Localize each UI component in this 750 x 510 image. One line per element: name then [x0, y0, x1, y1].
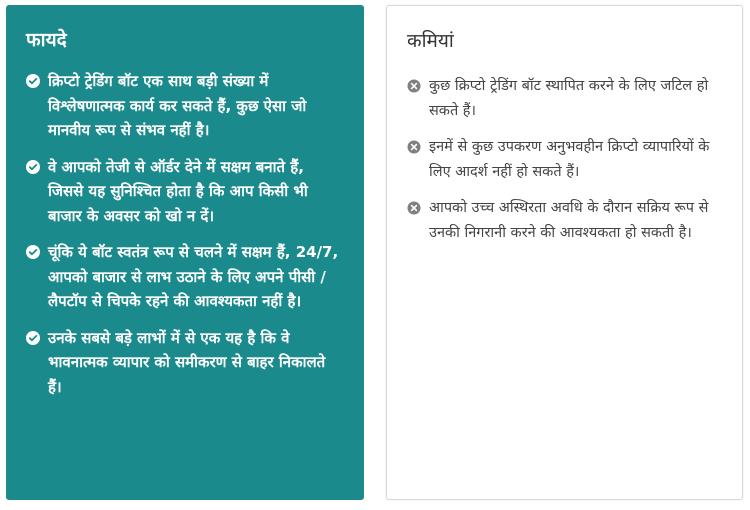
cons-item-text: कुछ क्रिप्टो ट्रेडिंग बॉट स्थापित करने के लिए जटिल हो सकते हैं।	[429, 78, 709, 119]
cons-title: कमियां	[407, 30, 454, 52]
pros-list-item	[26, 240, 344, 314]
pros-panel	[6, 5, 364, 500]
cons-list	[407, 74, 722, 245]
check-circle-icon	[26, 331, 40, 345]
pros-list	[26, 69, 344, 399]
pros-item-text: क्रिप्टो ट्रेडिंग बॉट एक साथ बड़ी संख्या में विश्लेषणात्मक कार्य कर सकते हैं, कुछ ऐसा जो मानवीय रूप से संभव नहीं है।	[48, 72, 307, 139]
cons-list-item	[407, 74, 722, 123]
pros-list-item	[26, 69, 344, 143]
x-circle-icon	[407, 140, 421, 154]
x-circle-icon	[407, 79, 421, 93]
pros-title: फायदे	[26, 29, 67, 51]
pros-item-text: उनके सबसे बड़े लाभों में से एक यह है कि वे भावनात्मक व्यापार को समीकरण से बाहर निकालते हैं।	[48, 328, 326, 396]
cons-list-item	[407, 135, 722, 184]
check-circle-icon	[26, 74, 40, 88]
pros-item-text: वे आपको तेजी से ऑर्डर देने में सक्षम बनाते हैं, जिससे यह सुनिश्चित होता है कि आप किसी भी बाजार के अवसर को खो न दें।	[48, 157, 308, 225]
check-circle-icon	[26, 160, 40, 174]
pros-list-item	[26, 326, 344, 400]
cons-item-text: इनमें से कुछ उपकरण अनुभवहीन क्रिप्टो व्यापारियों के लिए आदर्श नहीं हो सकते हैं।	[429, 139, 710, 180]
check-circle-icon	[26, 245, 40, 259]
cons-panel	[386, 5, 743, 500]
cons-list-item	[407, 196, 722, 245]
pros-item-text: चूंकि ये बॉट स्वतंत्र रूप से चलने में सक्षम हैं, 24/7, आपको बाजार से लाभ उठाने के लिए अपने पीसी / लैपटॉप से चिपके रहने की आवश्यकता नहीं है।	[48, 243, 339, 310]
x-circle-icon	[407, 201, 421, 215]
pros-list-item	[26, 155, 344, 229]
cons-item-text: आपको उच्च अस्थिरता अवधि के दौरान सक्रिय रूप से उनकी निगरानी करने की आवश्यकता हो सकती है।	[429, 200, 709, 241]
